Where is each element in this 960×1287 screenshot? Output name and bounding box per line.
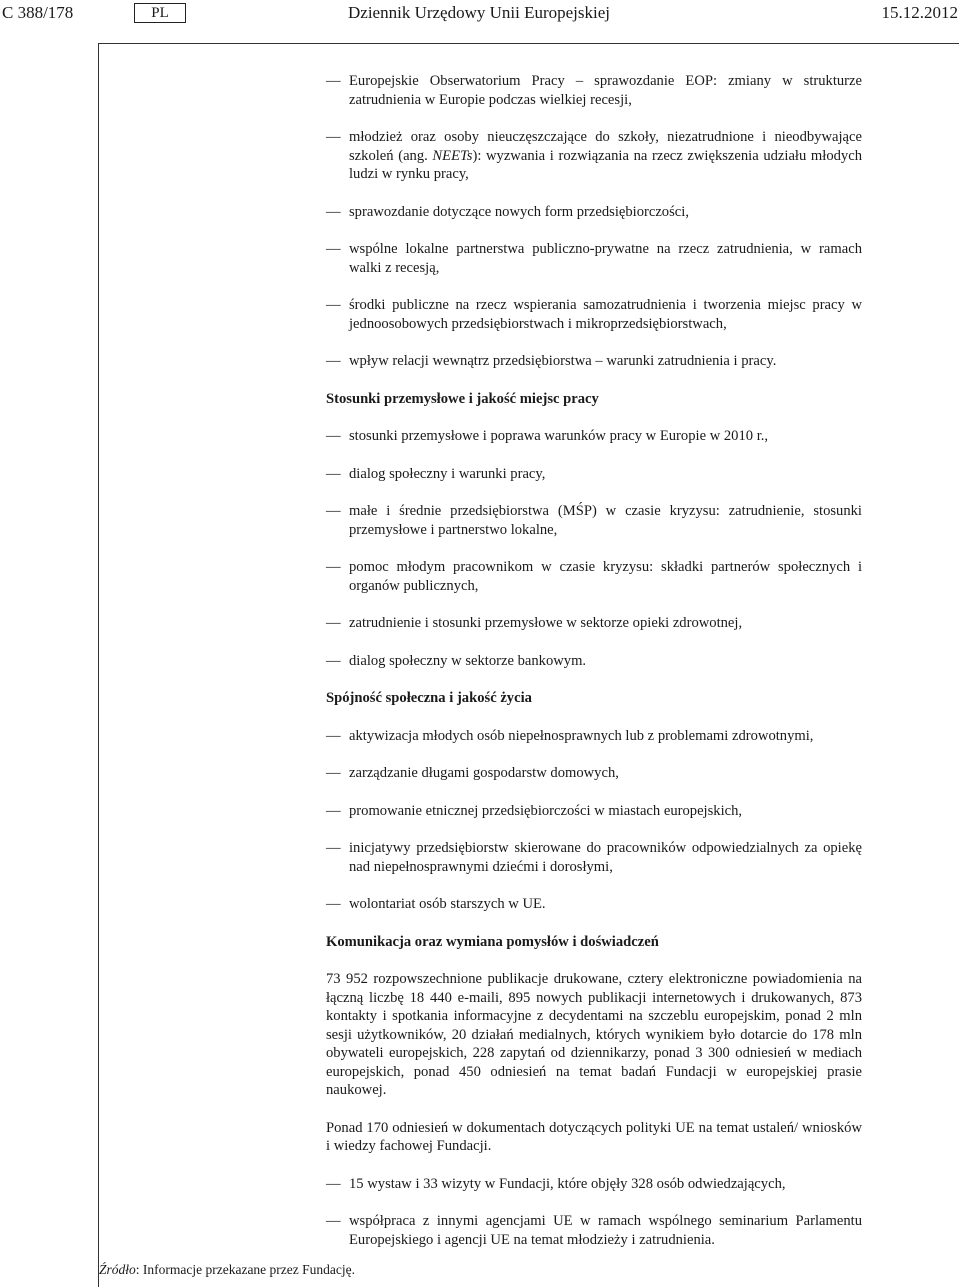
content-column (326, 72, 862, 1249)
language-box: PL (134, 3, 186, 23)
page-header (0, 3, 960, 27)
list-item: — środki publiczne na rzecz wspierania samozatrudnienia i tworzenia miejsc pracy w jednoosobowych przedsiębiorstwach i mikroprzedsiębiorstwach, (326, 297, 862, 332)
list-item: — Europejskie Obserwatorium Pracy – sprawozdanie EOP: zmiany w strukturze zatrudnienia w Europie podczas wielkiej recesji, (326, 73, 862, 108)
page-number: C 388/178 (2, 3, 74, 22)
body-paragraph: Ponad 170 odniesień w dokumentach dotyczących polityki UE na temat ustaleń/ wniosków i wiedzy fachowej Fundacji. (326, 1119, 862, 1154)
list-item: — wspólne lokalne partnerstwa publiczno-prywatne na rzecz zatrudnienia, w ramach walki z recesją, (326, 241, 862, 276)
list-item: — aktywizacja młodych osób niepełnosprawnych lub z problemami zdrowotnymi, (326, 727, 814, 744)
list-item: — stosunki przemysłowe i poprawa warunków pracy w Europie w 2010 r., (326, 428, 769, 444)
body-paragraph: 73 952 rozpowszechnione publikacje drukowane, cztery elektroniczne powiadomienia na łączną liczbę 18 440 e-maili, 895 nowych publikacji internetowych i drukowanych, 873 kontakty i spotkania informacyjne z decydentami na szczeblu europejskim, ponad 2 mln sesji użytkowników, 20 działań medialnych, których wynikiem było dotarcie do 178 mln obywateli europejskich, 228 zapytań od dziennikarzy, ponad 3 300 odniesień w mediach europejskich, ponad 450 odniesień na temat badań Fundacji w europejskiej prasie naukowej. (326, 971, 862, 1098)
list-item: — młodzież oraz osoby nieuczęszczające do szkoły, niezatrudnione i nieodbywające szkoleń (ang. NEETs): wyzwania i rozwiązania na rzecz zwiększenia udziału młodych ludzi w rynku pracy, (326, 129, 862, 182)
list-item: — zatrudnienie i stosunki przemysłowe w sektorze opieki zdrowotnej, (326, 615, 743, 631)
list-item: — promowanie etnicznej przedsiębiorczości w miastach europejskich, (326, 802, 743, 819)
journal-title: Dziennik Urzędowy Unii Europejskiej (348, 3, 611, 22)
list-item: — sprawozdanie dotyczące nowych form przedsiębiorczości, (326, 203, 689, 220)
list-item: — inicjatywy przedsiębiorstw skierowane do pracowników odpowiedzialnych za opiekę nad niepełnosprawnymi dziećmi i dorosłymi, (326, 840, 862, 875)
source-note: Źródło: Informacje przekazane przez Fundację. (99, 1262, 356, 1277)
list-item: — wpływ relacji wewnątrz przedsiębiorstwa – warunki zatrudnienia i pracy. (326, 353, 777, 369)
list-item: — 15 wystaw i 33 wizyty w Fundacji, które objęły 328 osób odwiedzających, (326, 1175, 786, 1192)
list-item: — wolontariat osób starszych w UE. (326, 896, 546, 912)
list-item: — dialog społeczny w sektorze bankowym. (326, 652, 587, 669)
list-item: — współpraca z innymi agencjami UE w ramach wspólnego seminarium Parlamentu Europejskiego i agencji UE na temat młodzieży i zatrudnienia. (326, 1213, 862, 1248)
section-heading: Spójność społeczna i jakość życia (326, 690, 532, 706)
list-item: — pomoc młodym pracownikom w czasie kryzysu: składki partnerów społecznych i organów publicznych, (326, 559, 862, 594)
list-item: — dialog społeczny i warunki pracy, (326, 465, 546, 482)
list-item: — małe i średnie przedsiębiorstwa (MŚP) w czasie kryzysu: zatrudnienie, stosunki przemysłowe i partnerstwo lokalne, (326, 503, 862, 538)
section-heading: Stosunki przemysłowe i jakość miejsc pracy (326, 390, 599, 407)
list-item: — zarządzanie długami gospodarstw domowych, (326, 765, 619, 781)
publication-date: 15.12.2012 (881, 3, 958, 22)
section-heading: Komunikacja oraz wymiana pomysłów i doświadczeń (326, 933, 659, 950)
